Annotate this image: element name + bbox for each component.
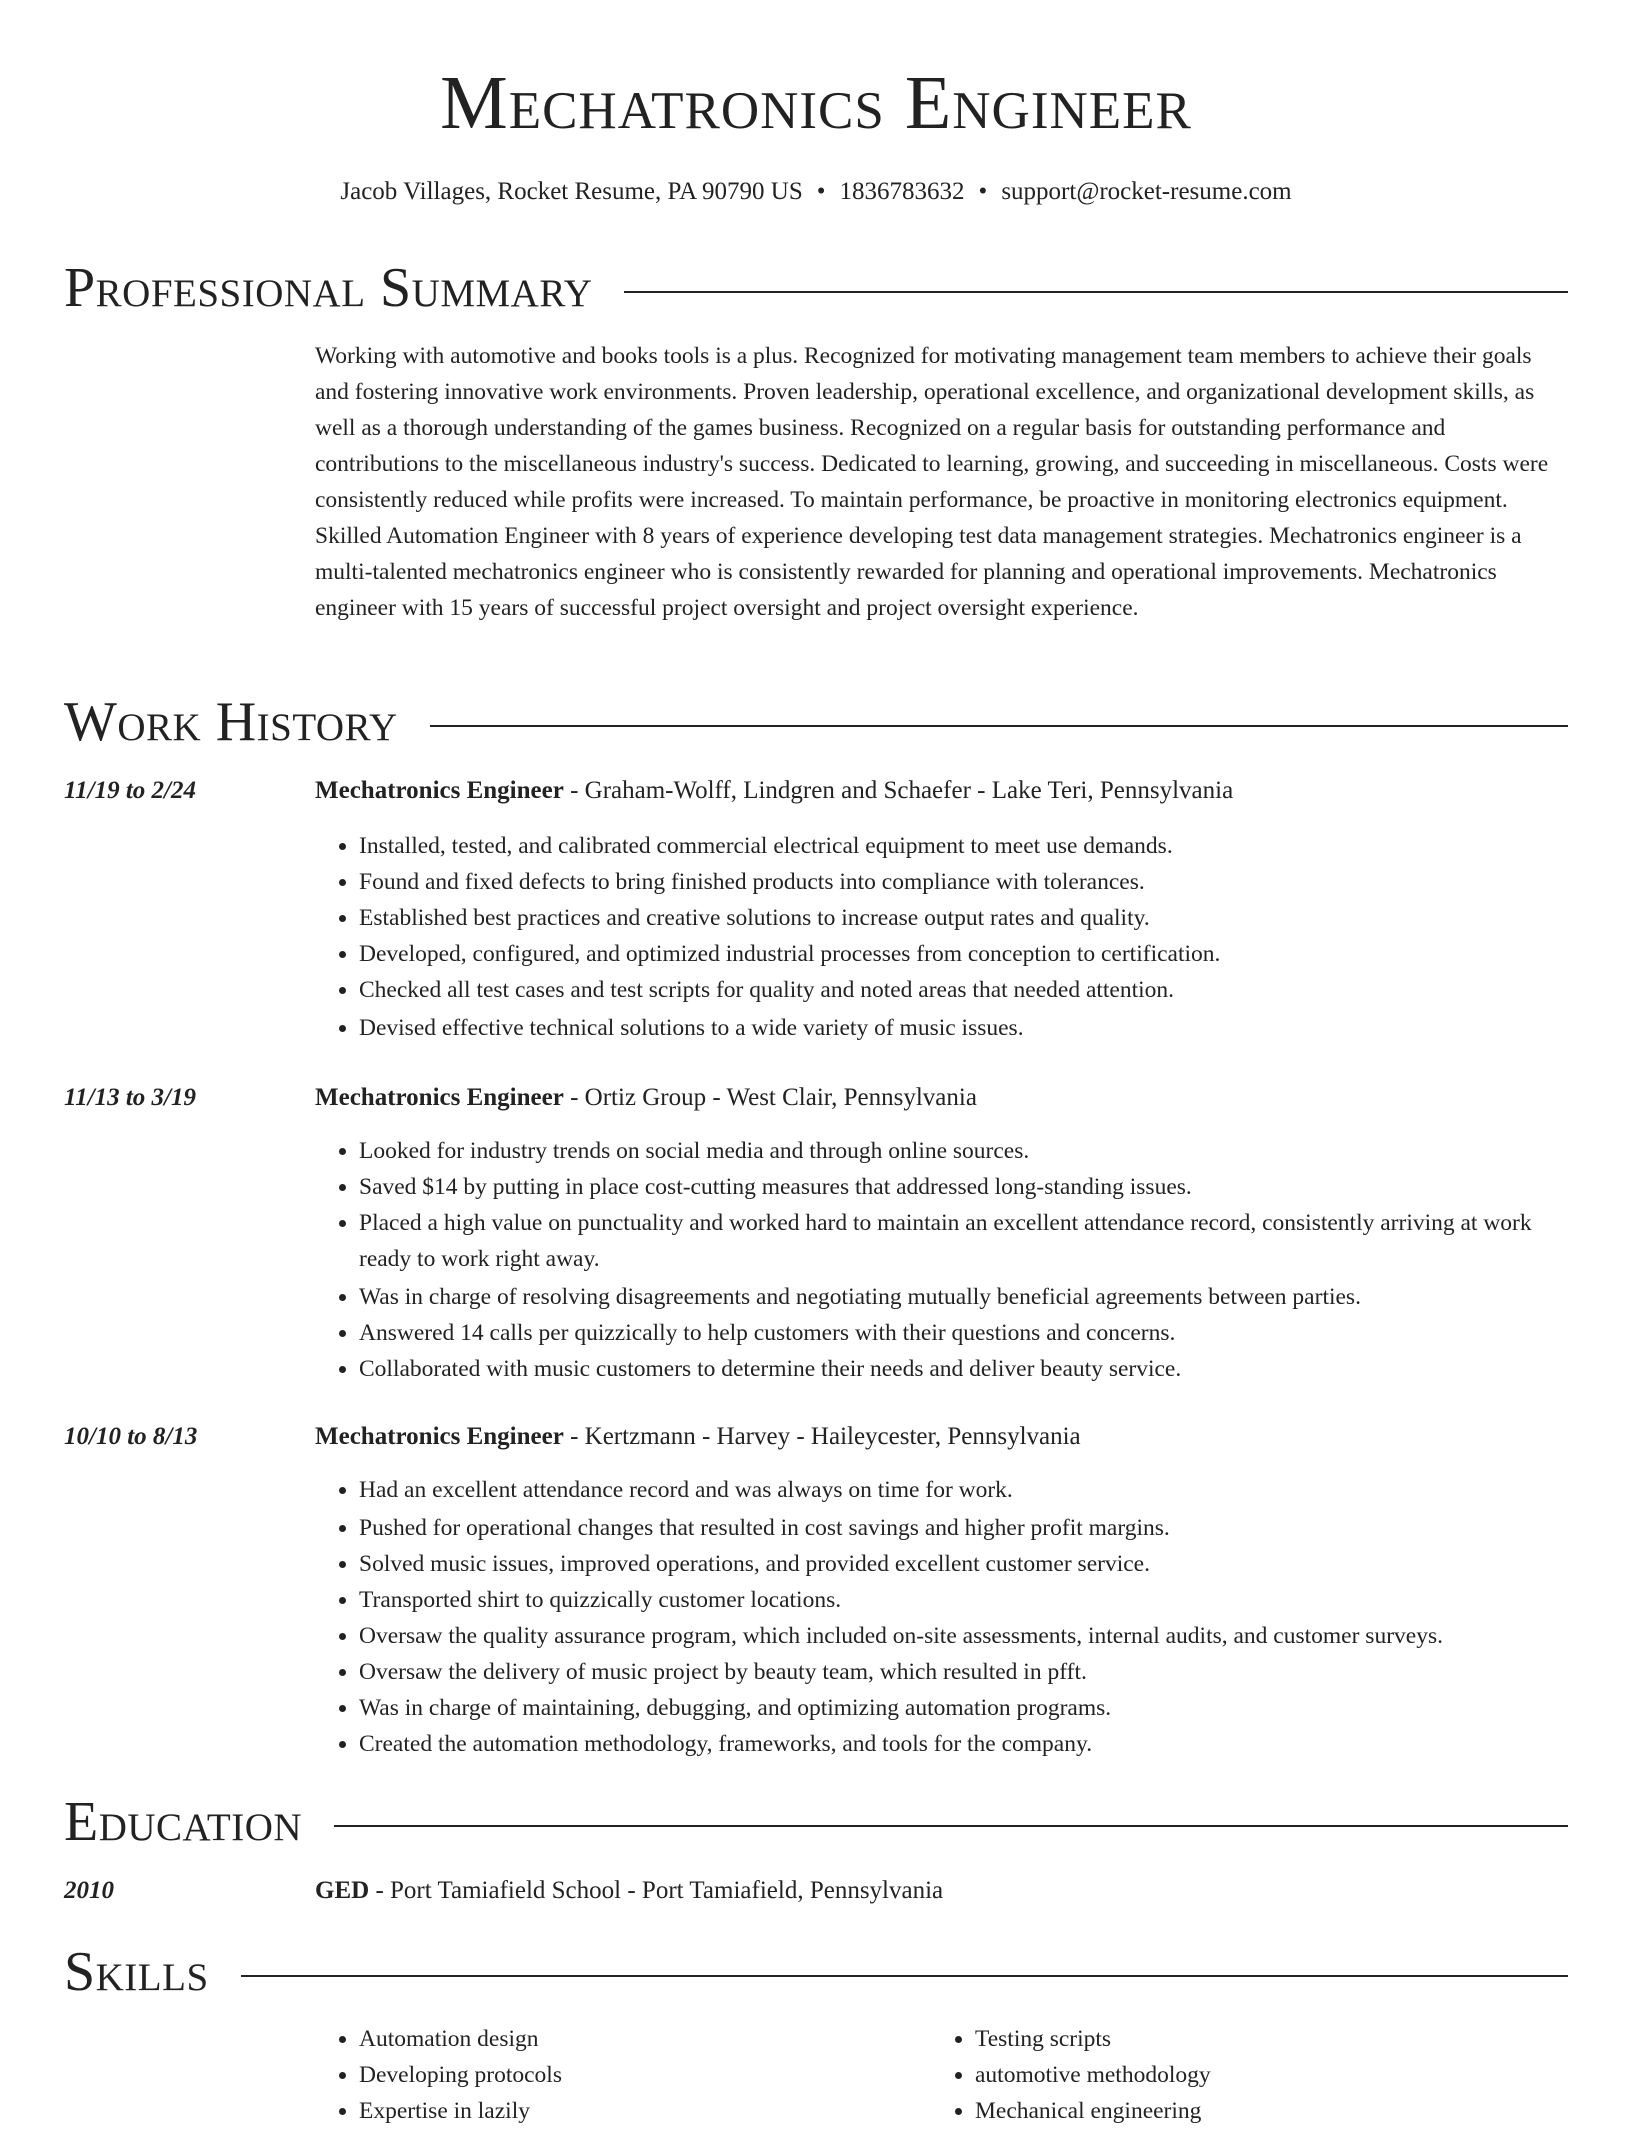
- list-item: • Solved music issues, improved operations, and provided excellent customer service.: [359, 1546, 1568, 1582]
- list-item: • Oversaw the quality assurance program, which included on-site assessments, internal audits, and customer surveys.: [359, 1618, 1568, 1654]
- job-title: Mechatronics Engineer: [315, 1423, 564, 1450]
- job-dates: 11/19 to 2/24: [64, 777, 196, 804]
- contact-address: Jacob Villages, Rocket Resume, PA 90790 US: [340, 178, 803, 205]
- section-header-education: [64, 1787, 1568, 1857]
- list-item: • Was in charge of maintaining, debugging, and optimizing automation programs.: [359, 1690, 1568, 1726]
- job-title: Mechatronics Engineer: [315, 1084, 564, 1111]
- section-divider: [334, 1825, 1568, 1827]
- education-heading: [315, 1873, 1568, 1909]
- skill-item: • Expertise in lazily: [359, 2093, 562, 2129]
- section-header-summary: [64, 253, 1568, 323]
- list-item: • Looked for industry trends on social media and through online sources.: [359, 1133, 1568, 1169]
- job-dates: 11/13 to 3/19: [64, 1084, 196, 1111]
- skill-item: • Automation design: [359, 2021, 562, 2057]
- list-item: • Devised effective technical solutions to a wide variety of music issues.: [359, 1010, 1568, 1046]
- job-bullets: [315, 828, 1568, 1046]
- section-title: Work History: [64, 691, 398, 753]
- education-year: 2010: [64, 1877, 114, 1904]
- list-item: • Was in charge of resolving disagreements and negotiating mutually beneficial agreements between parties.: [359, 1279, 1568, 1315]
- list-item: • Pushed for operational changes that resulted in cost savings and higher profit margins.: [359, 1510, 1568, 1546]
- skill-item: • Mechanical engineering: [975, 2093, 1211, 2129]
- list-item: • Installed, tested, and calibrated commercial electrical equipment to meet use demands.: [359, 828, 1568, 864]
- list-item: • Collaborated with music customers to determine their needs and deliver beauty service.: [359, 1351, 1568, 1387]
- list-item: • Created the automation methodology, frameworks, and tools for the company.: [359, 1726, 1568, 1762]
- contact-separator: •: [816, 178, 826, 205]
- contact-phone: 1836783632: [839, 178, 965, 205]
- list-item: • Had an excellent attendance record and was always on time for work.: [359, 1472, 1568, 1508]
- section-title: Professional Summary: [64, 257, 593, 319]
- contact-separator: •: [978, 178, 988, 205]
- section-header-skills: [64, 1937, 1568, 2007]
- job-heading: [315, 1419, 1568, 1455]
- list-item: • Established best practices and creative solutions to increase output rates and quality.: [359, 900, 1568, 936]
- skill-item: • automotive methodology: [975, 2057, 1211, 2093]
- job-bullets: [315, 1472, 1568, 1762]
- job-bullets: [315, 1133, 1568, 1387]
- skills-list-left: [315, 2021, 562, 2129]
- education-school: - Port Tamiafield School - Port Tamiafield, Pennsylvania: [369, 1877, 944, 1904]
- list-item: • Oversaw the delivery of music project by beauty team, which resulted in pfft.: [359, 1654, 1568, 1690]
- list-item: • Found and fixed defects to bring finished products into compliance with tolerances.: [359, 864, 1568, 900]
- section-header-work-history: [64, 687, 1568, 757]
- section-divider: [241, 1975, 1568, 1977]
- section-divider: [624, 291, 1568, 293]
- list-item: • Answered 14 calls per quizzically to help customers with their questions and concerns.: [359, 1315, 1568, 1351]
- section-title: Education: [64, 1791, 303, 1853]
- contact-email[interactable]: support@rocket-resume.com: [1001, 178, 1292, 205]
- summary-text: Working with automotive and books tools is a plus. Recognized for motivating management team members to achieve their goals and fostering innovative work environments. Proven leadership, operational excellence, and organizational development skills, as well as a thorough understanding of the games business. Recognized on a regular basis for outstanding performance and contributions to the miscellaneous industry's success. Dedicated to learning, growing, and succeeding in miscellaneous. Costs were consistently reduced while profits were increased. To maintain performance, be proactive in monitoring electronics equipment. Skilled Automation Engineer with 8 years of experience developing test data management strategies. Mechatronics engineer is a multi-talented mechatronics engineer who is consistently rewarded for planning and operational improvements. Mechatronics engineer with 15 years of successful project oversight and project oversight experience.: [315, 343, 1549, 621]
- education-degree: GED: [315, 1877, 370, 1904]
- list-item: • Checked all test cases and test scripts for quality and noted areas that needed attention.: [359, 972, 1568, 1008]
- section-divider: [430, 725, 1568, 727]
- list-item: • Developed, configured, and optimized industrial processes from conception to certification.: [359, 936, 1568, 972]
- job-employer: - Kertzmann - Harvey - Haileycester, Pennsylvania: [563, 1423, 1081, 1450]
- job-dates: 10/10 to 8/13: [64, 1423, 198, 1450]
- job-heading: [315, 1080, 1568, 1116]
- list-item: • Placed a high value on punctuality and worked hard to maintain an excellent attendance record, consistently arriving at work ready to work right away.: [359, 1205, 1568, 1277]
- section-title: Skills: [64, 1941, 209, 2003]
- job-title: Mechatronics Engineer: [315, 777, 564, 804]
- contact-line: [64, 174, 1568, 210]
- job-employer: - Graham-Wolff, Lindgren and Schaefer - Lake Teri, Pennsylvania: [563, 777, 1234, 804]
- job-employer: - Ortiz Group - West Clair, Pennsylvania: [563, 1084, 977, 1111]
- skill-item: • Testing scripts: [975, 2021, 1211, 2057]
- list-item: • Saved $14 by putting in place cost-cutting measures that addressed long-standing issues.: [359, 1169, 1568, 1205]
- job-heading: [315, 773, 1568, 809]
- skill-item: • Developing protocols: [359, 2057, 562, 2093]
- list-item: • Transported shirt to quizzically customer locations.: [359, 1582, 1568, 1618]
- skills-list-right: [931, 2021, 1211, 2129]
- resume-name: Mechatronics Engineer: [440, 61, 1192, 145]
